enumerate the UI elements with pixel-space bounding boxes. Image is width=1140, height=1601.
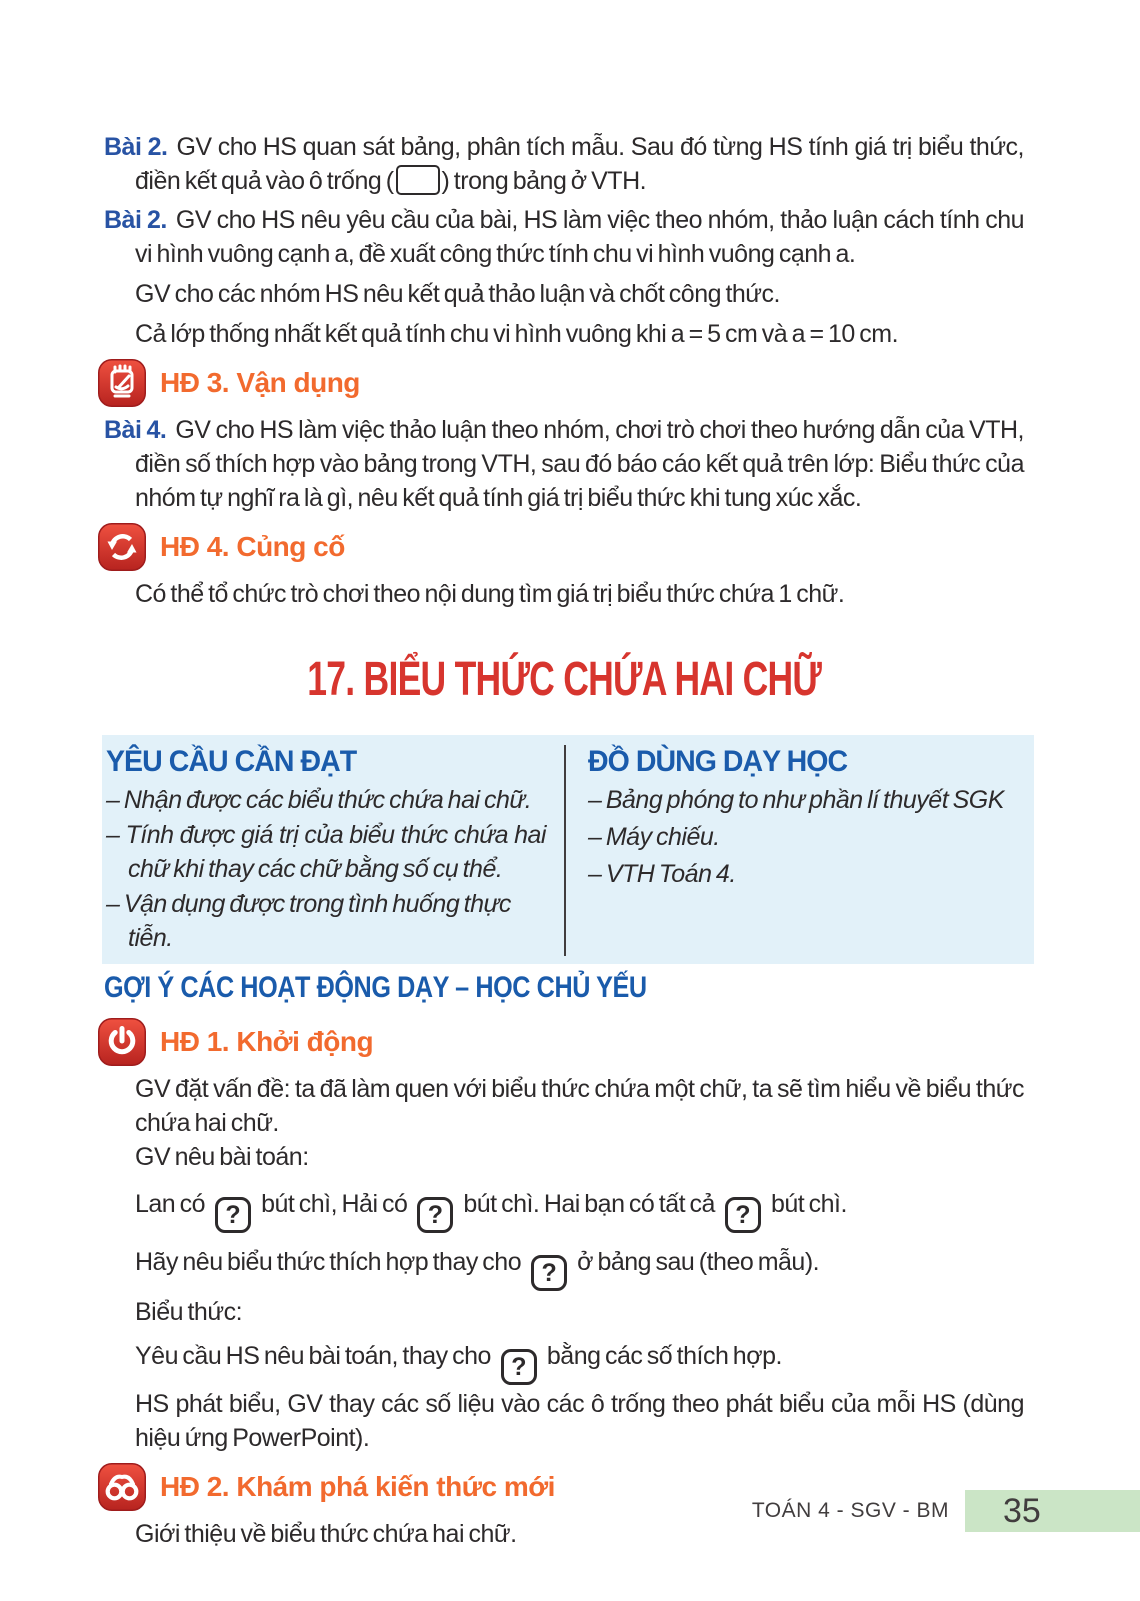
activity-title: HĐ 2. Khám phá kiến thức mới xyxy=(160,1471,555,1502)
exercise-label: Bài 2. xyxy=(104,133,168,161)
materials-header: ĐỒ DÙNG DẠY HỌC xyxy=(588,745,848,778)
exercise-bai4 xyxy=(104,413,1024,515)
exercise-text: ) trong bảng ở VTH. xyxy=(441,167,647,195)
fist-icon xyxy=(98,359,146,407)
activity-heading-hd3 xyxy=(98,359,1024,407)
refresh-icon xyxy=(98,523,146,571)
question-box: ? xyxy=(215,1197,251,1233)
blank-answer-box xyxy=(396,165,440,195)
requirements-column xyxy=(102,745,566,956)
paragraph-problem-lead: GV nêu bài toán: xyxy=(135,1143,309,1171)
paragraph-hd4-note: Có thể tổ chức trò chơi theo nội dung tìm giá trị biểu thức chứa 1 chữ. xyxy=(135,580,845,608)
activities-section-heading: GỢI Ý CÁC HOẠT ĐỘNG DẠY – HỌC CHỦ YẾU xyxy=(104,971,647,1004)
exercise-bai2a xyxy=(104,130,1024,198)
request-sentence: Yêu cầu HS nêu bài toán, thay cho ? bằng các số thích hợp. xyxy=(135,1331,1024,1385)
exercise-label: Bài 4. xyxy=(104,416,167,444)
question-box: ? xyxy=(725,1197,761,1233)
exercise-text: GV cho HS làm việc thảo luận theo nhóm, chơi trò chơi theo hướng dẫn của VTH, điền số thích hợp vào bảng trong VTH, sau đó báo cáo kết quả trên lớp: Biểu thức của nhóm tự nghĩ ra là gì, nêu kết quả tính giá trị biểu thức khi tung xúc xắc. xyxy=(135,416,1024,512)
requirements-header: YÊU CẦU CẦN ĐẠT xyxy=(106,745,357,778)
exercise-bai2b xyxy=(104,203,1024,271)
question-box: ? xyxy=(501,1349,537,1385)
exercise-label: Bài 2. xyxy=(104,206,167,234)
binoculars-icon xyxy=(98,1463,146,1511)
power-icon xyxy=(98,1018,146,1066)
exercise-text: GV cho HS nêu yêu cầu của bài, HS làm việc theo nhóm, thảo luận cách tính chu vi hình vuông cạnh a, đề xuất công thức tính chu vi hình vuông cạnh a. xyxy=(135,206,1024,268)
paragraph-hs-response: HS phát biểu, GV thay các số liệu vào các ô trống theo phát biểu của mỗi HS (dùng hiệu ứng PowerPoint). xyxy=(135,1390,1024,1452)
activity-title: HĐ 1. Khởi động xyxy=(160,1026,374,1057)
question-box: ? xyxy=(417,1197,453,1233)
material-item: – Máy chiếu. xyxy=(588,823,720,851)
activity-title: HĐ 3. Vận dụng xyxy=(160,367,360,398)
lesson-title: 17. BIỂU THỨC CHỨA HAI CHỮ xyxy=(307,653,821,706)
requirement-item: – Nhận được các biểu thức chứa hai chữ. xyxy=(106,786,532,814)
material-item: – VTH Toán 4. xyxy=(588,860,736,888)
activity-heading-hd4 xyxy=(98,523,1024,571)
exercise-text: GV cho HS quan sát bảng, phân tích mẫu. Sau đó từng HS tính giá trị biểu thức, điền kết quả vào ô trống ( xyxy=(135,133,1024,195)
materials-column xyxy=(566,745,1034,956)
activity-title: HĐ 4. Củng cố xyxy=(160,531,345,562)
question-box: ? xyxy=(531,1255,567,1291)
requirement-item: – Vận dụng được trong tình huống thực tiễn. xyxy=(106,890,511,952)
page-footer xyxy=(752,1490,1140,1532)
paragraph-class-agree: Cả lớp thống nhất kết quả tính chu vi hình vuông khi a = 5 cm và a = 10 cm. xyxy=(135,320,899,348)
instruction-sentence: Hãy nêu biểu thức thích hợp thay cho ? ở bảng sau (theo mẫu). xyxy=(135,1237,1024,1291)
requirement-item: – Tính được giá trị của biểu thức chứa hai chữ khi thay các chữ bằng số cụ thể. xyxy=(106,821,546,883)
expression-label: Biểu thức: xyxy=(135,1298,243,1326)
page-number-box xyxy=(965,1490,1140,1532)
book-label: TOÁN 4 - SGV - BM xyxy=(751,1499,949,1522)
paragraph-groups: GV cho các nhóm HS nêu kết quả thảo luận và chốt công thức. xyxy=(135,280,780,308)
problem-sentence: Lan có ? bút chì, Hải có ? bút chì. Hai bạn có tất cả ? bút chì. xyxy=(135,1179,1024,1233)
page-number: 35 xyxy=(1003,1491,1041,1530)
paragraph-hd1-intro: GV đặt vấn đề: ta đã làm quen với biểu thức chứa một chữ, ta sẽ tìm hiểu về biểu thức chứa hai chữ. xyxy=(135,1075,1024,1137)
requirements-materials-table xyxy=(102,735,1034,964)
material-item: – Bảng phóng to như phần lí thuyết SGK xyxy=(588,786,1004,814)
paragraph-hd2-intro: Giới thiệu về biểu thức chứa hai chữ. xyxy=(135,1520,517,1548)
page-content xyxy=(104,0,1024,1556)
activity-heading-hd1 xyxy=(98,1018,1024,1066)
